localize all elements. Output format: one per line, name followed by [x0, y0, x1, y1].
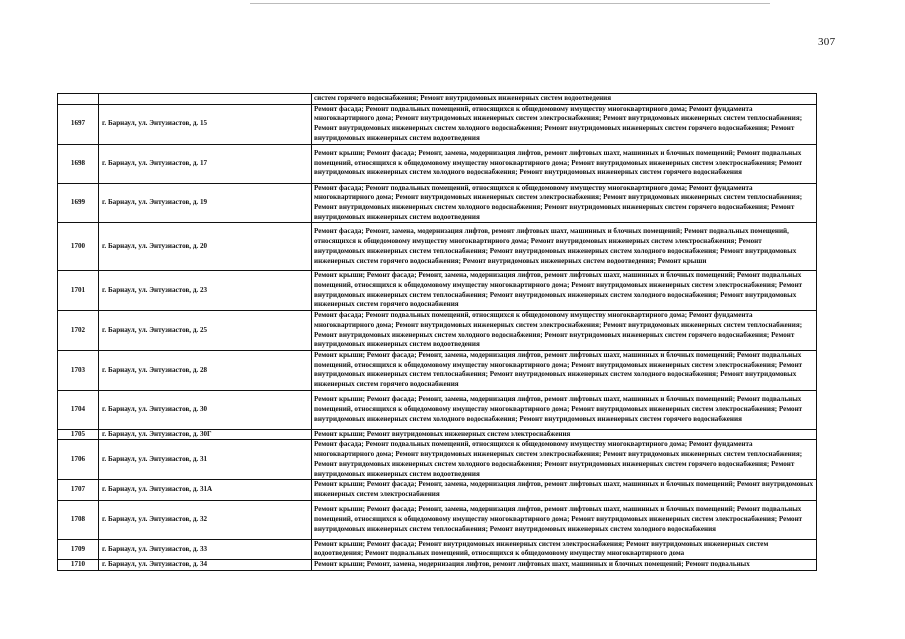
- row-works: систем горячего водоснабжения; Ремонт внутридомовых инженерных систем водоотведения: [312, 94, 817, 105]
- table-row: [58, 390, 817, 429]
- table-row: [58, 223, 817, 271]
- table-row: [58, 560, 817, 571]
- row-works: Ремонт фасада; Ремонт подвальных помещений, относящихся к общедомовому имуществу многоквартирного дома; Ремонт фундамента многоквартирного дома; Ремонт внутридомовых инженерных систем электроснабжения; Ремонт внутридомовых инженерных систем теплоснабжения; Ремонт внутридомовых инженерных систем холодного водоснабжения; Ремонт внутридомовых инженерных систем горячего водоснабжения; Ремонт внутридомовых инженерных систем водоотведения: [312, 104, 817, 144]
- row-address: [99, 94, 312, 105]
- row-number: 1699: [58, 183, 99, 223]
- table-row: [58, 311, 817, 351]
- row-number: 1702: [58, 311, 99, 351]
- row-number: 1710: [58, 560, 99, 571]
- table-row: [58, 271, 817, 311]
- row-address: г. Барнаул, ул. Энтузиастов, д. 31А: [99, 480, 312, 500]
- row-address: г. Барнаул, ул. Энтузиастов, д. 15: [99, 104, 312, 144]
- row-address: г. Барнаул, ул. Энтузиастов, д. 32: [99, 500, 312, 539]
- table-row: [58, 539, 817, 559]
- row-address: г. Барнаул, ул. Энтузиастов, д. 30: [99, 390, 312, 429]
- page-number: 307: [818, 36, 836, 48]
- row-address: г. Барнаул, ул. Энтузиастов, д. 34: [99, 560, 312, 571]
- row-works: Ремонт крыши; Ремонт внутридомовых инженерных систем электроснабжения: [312, 429, 817, 440]
- row-number: 1705: [58, 429, 99, 440]
- row-address: г. Барнаул, ул. Энтузиастов, д. 25: [99, 311, 312, 351]
- table-row: [58, 480, 817, 500]
- row-number: 1707: [58, 480, 99, 500]
- row-works: Ремонт крыши; Ремонт фасада; Ремонт, замена, модернизация лифтов, ремонт лифтовых шахт, машинных и блочных помещений; Ремонт внутридомовых инженерных систем электроснабжения: [312, 480, 817, 500]
- row-number: 1706: [58, 440, 99, 480]
- table-row: [58, 94, 817, 105]
- row-works: Ремонт фасада; Ремонт подвальных помещений, относящихся к общедомовому имуществу многоквартирного дома; Ремонт фундамента многоквартирного дома; Ремонт внутридомовых инженерных систем электроснабжения; Ремонт внутридомовых инженерных систем теплоснабжения; Ремонт внутридомовых инженерных систем холодного водоснабжения; Ремонт внутридомовых инженерных систем горячего водоснабжения; Ремонт внутридомовых инженерных систем водоотведения: [312, 311, 817, 351]
- row-works: Ремонт фасада; Ремонт подвальных помещений, относящихся к общедомовому имуществу многоквартирного дома; Ремонт фундамента многоквартирного дома; Ремонт внутридомовых инженерных систем электроснабжения; Ремонт внутридомовых инженерных систем теплоснабжения; Ремонт внутридомовых инженерных систем холодного водоснабжения; Ремонт внутридомовых инженерных систем горячего водоснабжения; Ремонт внутридомовых инженерных систем водоотведения: [312, 183, 817, 223]
- row-number: 1698: [58, 144, 99, 183]
- table-row: [58, 183, 817, 223]
- table-row: [58, 104, 817, 144]
- row-number: 1708: [58, 500, 99, 539]
- row-number: 1701: [58, 271, 99, 311]
- table-row: [58, 500, 817, 539]
- row-address: г. Барнаул, ул. Энтузиастов, д. 31: [99, 440, 312, 480]
- table-row: [58, 350, 817, 390]
- row-works: Ремонт крыши; Ремонт фасада; Ремонт, замена, модернизация лифтов, ремонт лифтовых шахт, машинных и блочных помещений; Ремонт подвальных помещений, относящихся к общедомовому имуществу многоквартирного дома; Ремонт внутридомовых инженерных систем электроснабжения; Ремонт внутридомовых инженерных систем теплоснабжения; Ремонт внутридомовых инженерных систем холодного водоснабжения; Ремонт внутридомовых инженерных систем горячего водоснабжения: [312, 271, 817, 311]
- row-works: Ремонт крыши; Ремонт фасада; Ремонт, замена, модернизация лифтов, ремонт лифтовых шахт, машинных и блочных помещений; Ремонт подвальных помещений, относящихся к общедомовому имуществу многоквартирного дома; Ремонт внутридомовых инженерных систем электроснабжения; Ремонт внутридомовых инженерных систем холодного водоснабжения; Ремонт внутридомовых инженерных систем горячего водоснабжения: [312, 144, 817, 183]
- row-address: г. Барнаул, ул. Энтузиастов, д. 23: [99, 271, 312, 311]
- row-number: 1697: [58, 104, 99, 144]
- row-address: г. Барнаул, ул. Энтузиастов, д. 28: [99, 350, 312, 390]
- row-address: г. Барнаул, ул. Энтузиастов, д. 19: [99, 183, 312, 223]
- row-works: Ремонт фасада; Ремонт подвальных помещений, относящихся к общедомовому имуществу многоквартирного дома; Ремонт фундамента многоквартирного дома; Ремонт внутридомовых инженерных систем электроснабжения; Ремонт внутридомовых инженерных систем теплоснабжения; Ремонт внутридомовых инженерных систем холодного водоснабжения; Ремонт внутридомовых инженерных систем горячего водоснабжения; Ремонт внутридомовых инженерных систем водоотведения: [312, 440, 817, 480]
- row-works: Ремонт крыши; Ремонт фасада; Ремонт, замена, модернизация лифтов, ремонт лифтовых шахт, машинных и блочных помещений; Ремонт подвальных помещений, относящихся к общедомовому имуществу многоквартирного дома; Ремонт внутридомовых инженерных систем электроснабжения; Ремонт внутридомовых инженерных систем холодного водоснабжения; Ремонт внутридомовых инженерных систем горячего водоснабжения: [312, 390, 817, 429]
- row-number: 1704: [58, 390, 99, 429]
- row-address: г. Барнаул, ул. Энтузиастов, д. 20: [99, 223, 312, 271]
- row-number: 1709: [58, 539, 99, 559]
- row-works: Ремонт крыши; Ремонт фасада; Ремонт, замена, модернизация лифтов, ремонт лифтовых шахт, машинных и блочных помещений; Ремонт подвальных помещений, относящихся к общедомовому имуществу многоквартирного дома; Ремонт внутридомовых инженерных систем электроснабжения; Ремонт внутридомовых инженерных систем теплоснабжения; Ремонт внутридомовых инженерных систем холодного водоснабжения; Ремонт внутридомовых инженерных систем горячего водоснабжения: [312, 350, 817, 390]
- table-row: [58, 429, 817, 440]
- table-body: [58, 94, 817, 571]
- row-works: Ремонт крыши; Ремонт фасада; Ремонт внутридомовых инженерных систем электроснабжения; Ремонт внутридомовых инженерных систем водоотведения; Ремонт подвальных помещений, относящихся к общедомовому имуществу многоквартирного дома: [312, 539, 817, 559]
- row-address: г. Барнаул, ул. Энтузиастов, д. 33: [99, 539, 312, 559]
- table-row: [58, 440, 817, 480]
- row-works: Ремонт крыши; Ремонт, замена, модернизация лифтов, ремонт лифтовых шахт, машинных и блочных помещений; Ремонт подвальных: [312, 560, 817, 571]
- row-works: Ремонт крыши; Ремонт фасада; Ремонт, замена, модернизация лифтов, ремонт лифтовых шахт, машинных и блочных помещений; Ремонт подвальных помещений, относящихся к общедомовому имуществу многоквартирного дома; Ремонт внутридомовых инженерных систем электроснабжения; Ремонт внутридомовых инженерных систем теплоснабжения; Ремонт внутридомовых инженерных систем холодного водоснабжения: [312, 500, 817, 539]
- repair-registry-table: [57, 93, 817, 571]
- row-address: г. Барнаул, ул. Энтузиастов, д. 30Г: [99, 429, 312, 440]
- row-number: 1703: [58, 350, 99, 390]
- row-address: г. Барнаул, ул. Энтузиастов, д. 17: [99, 144, 312, 183]
- row-number: 1700: [58, 223, 99, 271]
- scan-artifact: [250, 3, 770, 4]
- row-number: [58, 94, 99, 105]
- table-row: [58, 144, 817, 183]
- row-works: Ремонт фасада; Ремонт, замена, модернизация лифтов, ремонт лифтовых шахт, машинных и блочных помещений; Ремонт подвальных помещений, относящихся к общедомовому имуществу многоквартирного дома; Ремонт внутридомовых инженерных систем электроснабжения; Ремонт внутридомовых инженерных систем теплоснабжения; Ремонт внутридомовых инженерных систем холодного водоснабжения; Ремонт внутридомовых инженерных систем горячего водоснабжения; Ремонт внутридомовых инженерных систем водоотведения; Ремонт крыши: [312, 223, 817, 271]
